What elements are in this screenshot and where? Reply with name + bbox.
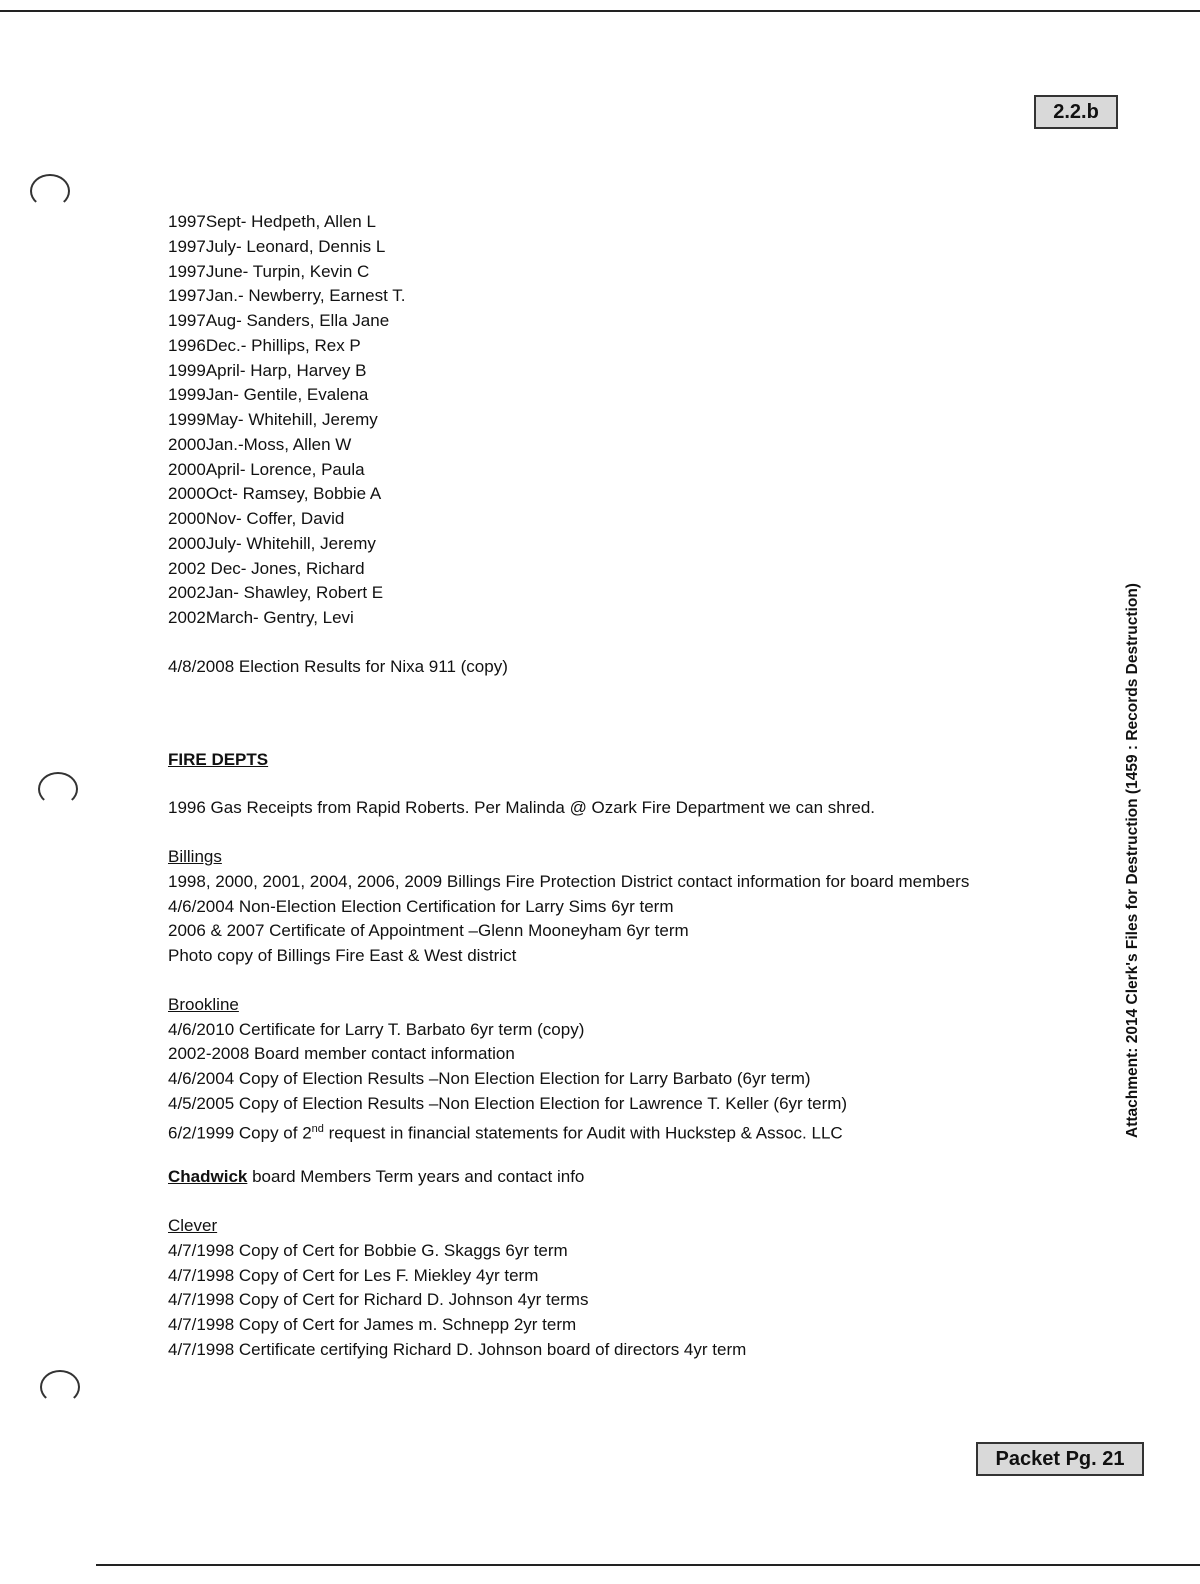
ordinal-suffix: nd [311, 1122, 324, 1135]
attachment-side-label: Attachment: 2014 Clerk's Files for Destruction (1459 : Records Destruction) [1124, 583, 1141, 1138]
document-body [168, 210, 988, 1363]
punch-hole-mark [40, 1370, 80, 1404]
clever-title: Clever [168, 1216, 218, 1235]
list-item: 2002Jan- Shawley, Robert E [168, 583, 384, 603]
list-item: 2002March- Gentry, Levi [168, 608, 354, 627]
list-item: 2000Nov- Coffer, David [168, 509, 345, 528]
list-item: 1997Aug- Sanders, Ella Jane [168, 311, 390, 330]
list-item: 4/6/2004 Non-Election Election Certification for Larry Sims 6yr term [168, 896, 674, 916]
chadwick-description: board Members Term years and contact info [247, 1167, 585, 1187]
chadwick-title: Chadwick [168, 1167, 248, 1187]
gas-receipts-note: 1996 Gas Receipts from Rapid Roberts. Per Malinda @ Ozark Fire Department we can shred. [168, 798, 875, 818]
list-item: 4/5/2005 Copy of Election Results –Non Election Election for Lawrence T. Keller (6yr term) [168, 1093, 848, 1113]
list-item: 2002-2008 Board member contact information [168, 1044, 515, 1064]
list-item: 4/7/1998 Copy of Cert for James m. Schnepp 2yr term [168, 1315, 577, 1334]
list-item: 2000July- Whitehill, Jeremy [168, 533, 376, 553]
clever-section [168, 1214, 988, 1363]
punch-hole-mark [38, 772, 78, 806]
personnel-list [168, 210, 988, 631]
billings-section [168, 845, 988, 969]
list-item: 4/7/1998 Copy of Cert for Bobbie G. Skaggs 6yr term [168, 1240, 568, 1260]
brookline-title: Brookline [168, 994, 239, 1014]
list-item: Photo copy of Billings Fire East & West district [168, 946, 517, 965]
list-item: 1997Jan.- Newberry, Earnest T. [168, 286, 406, 306]
audit-text-end: request in financial statements for Audit with Huckstep & Assoc. LLC [323, 1123, 843, 1143]
agenda-item-stamp: 2.2.b [1034, 95, 1118, 129]
list-item: 4/7/1998 Copy of Cert for Richard D. Johnson 4yr terms [168, 1290, 589, 1310]
list-item: 1997Sept- Hedpeth, Allen L [168, 212, 376, 231]
list-item: 1999Jan- Gentile, Evalena [168, 385, 369, 405]
chadwick-section [168, 1165, 988, 1190]
list-item: 4/7/1998 Certificate certifying Richard D. Johnson board of directors 4yr term [168, 1339, 747, 1359]
election-note: 4/8/2008 Election Results for Nixa 911 (copy) [168, 656, 508, 676]
list-item: 1998, 2000, 2001, 2004, 2006, 2009 Billings Fire Protection District contact information for board members [168, 871, 970, 891]
list-item: 1997June- Turpin, Kevin C [168, 261, 370, 281]
list-item: 2000Jan.-Moss, Allen W [168, 434, 352, 454]
list-item: 1996Dec.- Phillips, Rex P [168, 335, 361, 355]
section-heading-fire-depts: FIRE DEPTS [168, 749, 269, 769]
list-item: 1997July- Leonard, Dennis L [168, 236, 386, 256]
list-item: 2002 Dec- Jones, Richard [168, 558, 365, 578]
bottom-rule [96, 1564, 1200, 1566]
list-item: 1999May- Whitehill, Jeremy [168, 410, 378, 429]
brookline-section [168, 993, 988, 1142]
list-item: 2006 & 2007 Certificate of Appointment –Glenn Mooneyham 6yr term [168, 921, 689, 941]
list-item: 4/7/1998 Copy of Cert for Les F. Miekley 4yr term [168, 1265, 539, 1285]
audit-request-item [168, 1117, 988, 1142]
punch-hole-mark [30, 174, 70, 208]
packet-page-stamp: Packet Pg. 21 [976, 1442, 1144, 1476]
list-item: 1999April- Harp, Harvey B [168, 360, 367, 380]
billings-title: Billings [168, 847, 222, 866]
audit-text-start: 6/2/1999 Copy of 2 [168, 1123, 312, 1143]
list-item: 2000Oct- Ramsey, Bobbie A [168, 484, 382, 504]
top-rule [0, 10, 1200, 12]
list-item: 4/6/2010 Certificate for Larry T. Barbato 6yr term (copy) [168, 1019, 585, 1039]
list-item: 4/6/2004 Copy of Election Results –Non Election Election for Larry Barbato (6yr term) [168, 1069, 811, 1088]
list-item: 2000April- Lorence, Paula [168, 459, 365, 479]
